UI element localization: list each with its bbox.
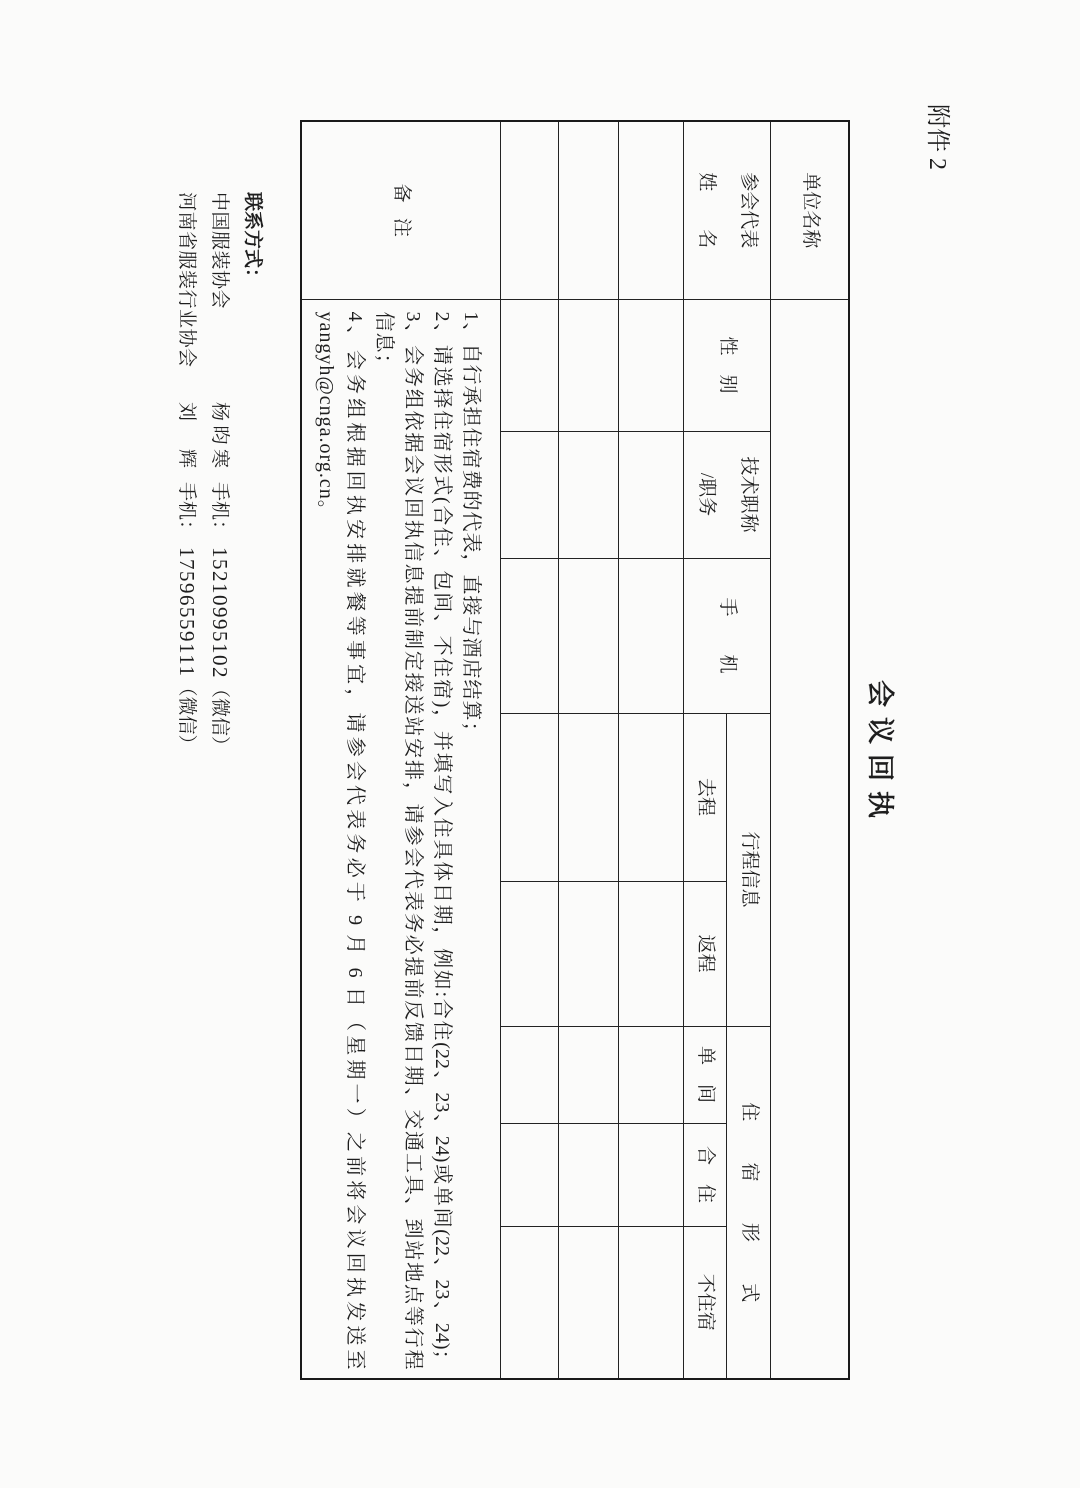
header-accommodation [727, 1026, 771, 1379]
unit-name-label: 单位名称 [771, 121, 849, 299]
blank-cell [619, 713, 684, 881]
contact-phone-number: 15210995102 [208, 547, 232, 680]
header-rep-name-line1: 参会代表 [738, 172, 760, 249]
contact-phone-label: 手机： [209, 482, 230, 540]
blank-cell [619, 558, 684, 713]
blank-cell [501, 1026, 559, 1123]
remark-line: 信息； [373, 311, 396, 375]
unit-name-field [771, 299, 849, 1379]
table-row [501, 121, 559, 1379]
header-single-room-label: 单间 [695, 1046, 717, 1103]
remark-line: 1、自行承担住宿费的代表，直接与酒店结算； [460, 311, 483, 743]
remark-line: 2、请选择住宿形式(合住、包间、不住宿)，并填写入住具体日期，例如:合住(22、23、24)或单间(22、23、24)； [431, 311, 454, 1370]
blank-cell [619, 1226, 684, 1379]
blank-cell [559, 431, 619, 558]
contact-wechat-note: （微信） [176, 677, 197, 754]
blank-cell [501, 1123, 559, 1226]
header-rep-name [684, 121, 771, 299]
contact-wechat-note: （微信） [209, 679, 230, 756]
header-no-stay: 不住宿 [684, 1226, 727, 1379]
remarks-content [301, 299, 501, 1379]
header-rep-name-line2-wrap [686, 122, 728, 299]
blank-cell [619, 1123, 684, 1226]
contact-heading: 联系方式： [242, 192, 263, 288]
blank-cell [559, 713, 619, 881]
blank-cell [559, 299, 619, 431]
table-row [559, 121, 619, 1379]
blank-cell [619, 121, 684, 299]
contact-phone-number: 17596559111 [175, 547, 199, 678]
contact-organization: 中国服装协会 [209, 192, 230, 310]
blank-cell [501, 713, 559, 881]
contact-organization: 河南省服装行业协会 [176, 192, 197, 368]
blank-cell [619, 431, 684, 558]
blank-cell [501, 558, 559, 713]
header-return-trip: 返程 [684, 881, 727, 1026]
contact-section [170, 192, 269, 755]
blank-cell [501, 299, 559, 431]
remarks-row [301, 121, 501, 1379]
header-shared-room [684, 1123, 727, 1226]
header-phone [684, 558, 771, 713]
header-job-title-line1: 技术职称 [738, 456, 760, 533]
header-rep-name-line2: 姓名 [695, 172, 717, 249]
blank-cell [559, 881, 619, 1026]
table-row [619, 121, 684, 1379]
header-departure: 去程 [684, 713, 727, 881]
header-phone-label: 手机 [717, 597, 739, 674]
blank-cell [559, 558, 619, 713]
contact-phone-label: 手机： [176, 482, 197, 540]
remark-line: 3、会务组依据会议回执信息提前制定接送站安排，请参会代表务必提前反馈日期、交通工具、到站地点等行程 [402, 311, 425, 1370]
unit-name-row [771, 121, 849, 1379]
header-gender [684, 299, 771, 431]
header-job-title-line2: /职务 [696, 472, 718, 517]
blank-cell [619, 299, 684, 431]
blank-cell [619, 1026, 684, 1123]
blank-cell [501, 431, 559, 558]
blank-cell [501, 1226, 559, 1379]
contact-person: 刘辉 [176, 402, 197, 468]
header-single-room [684, 1026, 727, 1123]
header-gender-label: 性别 [717, 336, 739, 394]
contact-person: 杨昀寒 [209, 402, 230, 468]
attachment-label: 附件 2 [924, 104, 950, 170]
blank-cell [619, 881, 684, 1026]
remark-line: yangyh@cnga.org.cn。 [315, 311, 338, 521]
blank-cell [559, 1123, 619, 1226]
document-title: 会议回执 [865, 680, 895, 828]
contact-entry [203, 192, 236, 755]
blank-cell [559, 1026, 619, 1123]
blank-cell [501, 881, 559, 1026]
header-accommodation-label: 住宿形式 [738, 1102, 760, 1303]
remark-line: 4、会务组根据回执安排就餐等事宜，请参会代表务必于 9 月 6 日（星期一）之前将会议回执发送至 [344, 311, 367, 1370]
header-itinerary: 行程信息 [727, 713, 771, 1026]
header-job-title [684, 431, 771, 558]
remarks-label: 备注 [390, 183, 412, 237]
blank-cell [501, 121, 559, 299]
remarks-label-cell [301, 121, 501, 299]
blank-cell [559, 1226, 619, 1379]
header-row-top [727, 121, 771, 1379]
header-shared-room-label: 合住 [695, 1146, 717, 1203]
receipt-form-table [300, 120, 850, 1380]
contact-entry [170, 192, 203, 755]
blank-cell [559, 121, 619, 299]
